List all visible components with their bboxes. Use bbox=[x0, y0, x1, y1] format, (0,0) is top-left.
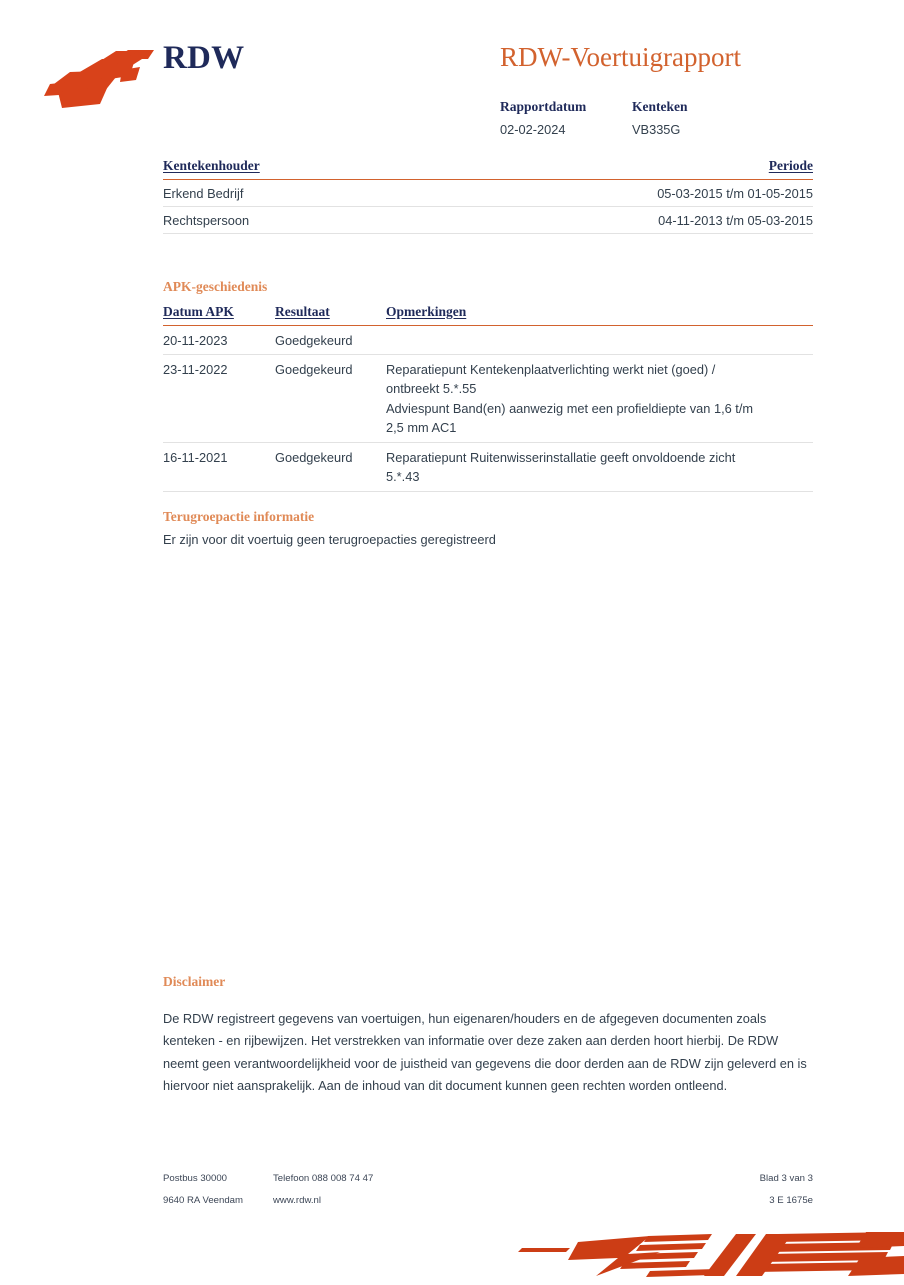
apk-history-section bbox=[163, 278, 813, 492]
report-date-label: Rapportdatum bbox=[500, 99, 587, 114]
holder-section bbox=[163, 158, 813, 234]
apk-result: Goedgekeurd bbox=[275, 325, 386, 354]
table-row bbox=[163, 207, 813, 234]
holder-section-header bbox=[163, 158, 813, 180]
footer-row-bottom bbox=[163, 1190, 813, 1212]
apk-result: Goedgekeurd bbox=[275, 442, 386, 491]
recall-section-title: Terugroepactie informatie bbox=[163, 509, 315, 524]
apk-result: Goedgekeurd bbox=[275, 354, 386, 442]
report-meta bbox=[500, 97, 764, 140]
remark-line: 2,5 mm AC1 bbox=[386, 420, 457, 436]
apk-remarks bbox=[386, 442, 813, 491]
apk-remarks bbox=[386, 354, 813, 442]
page-title: RDW-Voertuigrapport bbox=[500, 42, 741, 72]
table-row bbox=[163, 354, 813, 442]
table-row bbox=[163, 442, 813, 491]
document-footer bbox=[163, 1168, 813, 1211]
table-header-row bbox=[163, 296, 813, 326]
rdw-speed-lines-icon bbox=[500, 1222, 904, 1280]
disclaimer-section bbox=[163, 973, 813, 1098]
disclaimer-section-title: Disclaimer bbox=[163, 974, 226, 989]
apk-section-title: APK-geschiedenis bbox=[163, 279, 268, 294]
column-header-date: Datum APK bbox=[163, 296, 275, 326]
apk-history-table bbox=[163, 296, 813, 492]
license-plate-label: Kenteken bbox=[632, 99, 688, 114]
footer-row-top bbox=[163, 1168, 813, 1190]
holder-name: Rechtspersoon bbox=[163, 213, 250, 228]
apk-date: 16-11-2021 bbox=[163, 442, 275, 491]
holder-period: 05-03-2015 t/m 01-05-2015 bbox=[657, 186, 813, 201]
remark-line: ontbreekt 5.*.55 bbox=[386, 381, 477, 397]
period-column-heading: Periode bbox=[768, 158, 813, 173]
remark-line: Reparatiepunt Ruitenwisserinstallatie geeft onvoldoende zicht bbox=[386, 449, 736, 465]
remark-line: Adviespunt Band(en) aanwezig met een profieldiepte van 1,6 t/m bbox=[386, 400, 754, 416]
holder-period: 04-11-2013 t/m 05-03-2015 bbox=[658, 213, 813, 228]
report-date-block bbox=[500, 97, 632, 140]
rdw-wordmark: RDW bbox=[163, 40, 245, 76]
table-row bbox=[163, 180, 813, 207]
footer-form-code: 3 E 1675e bbox=[769, 1194, 813, 1206]
disclaimer-section-text: De RDW registreert gegevens van voertuigen, hun eigenaren/houders en de afgegeven documenten zoals kenteken - en rijbewijzen. Het verstrekken van informatie over deze zaken aan derden hoort hierbij. De RDW neemt geen verantwoordelijkheid voor de juistheid van gegevens die door derden aan de RDW zijn geleverd en is hiervoor niet aansprakelijk. Aan de inhoud van dit document kunnen geen rechten worden ontleend. bbox=[163, 1010, 807, 1094]
footer-page-indicator: Blad 3 van 3 bbox=[759, 1173, 813, 1184]
footer-city: 9640 RA Veendam bbox=[163, 1194, 244, 1206]
footer-website[interactable]: www.rdw.nl bbox=[273, 1194, 321, 1206]
remark-line: 5.*.43 bbox=[386, 469, 420, 485]
apk-date: 23-11-2022 bbox=[163, 354, 275, 442]
column-header-result: Resultaat bbox=[275, 296, 386, 326]
footer-po-box: Postbus 30000 bbox=[163, 1173, 228, 1184]
footer-phone: Telefoon 088 008 74 47 bbox=[273, 1173, 374, 1184]
rdw-arrow-logo-icon bbox=[42, 46, 170, 112]
document-header bbox=[0, 0, 904, 150]
report-date-value: 02-02-2024 bbox=[500, 121, 566, 137]
recall-info-section bbox=[163, 508, 813, 549]
apk-date: 20-11-2023 bbox=[163, 325, 275, 354]
apk-remarks bbox=[386, 325, 813, 354]
recall-section-text: Er zijn voor dit voertuig geen terugroepacties geregistreerd bbox=[163, 531, 496, 547]
holder-column-heading: Kentekenhouder bbox=[163, 158, 260, 173]
license-plate-block bbox=[632, 97, 764, 140]
holder-name: Erkend Bedrijf bbox=[163, 186, 244, 201]
license-plate-value: VB335G bbox=[632, 121, 681, 137]
table-row bbox=[163, 325, 813, 354]
column-header-remarks: Opmerkingen bbox=[386, 296, 813, 326]
remark-line: Reparatiepunt Kentekenplaatverlichting werkt niet (goed) / bbox=[386, 361, 716, 377]
